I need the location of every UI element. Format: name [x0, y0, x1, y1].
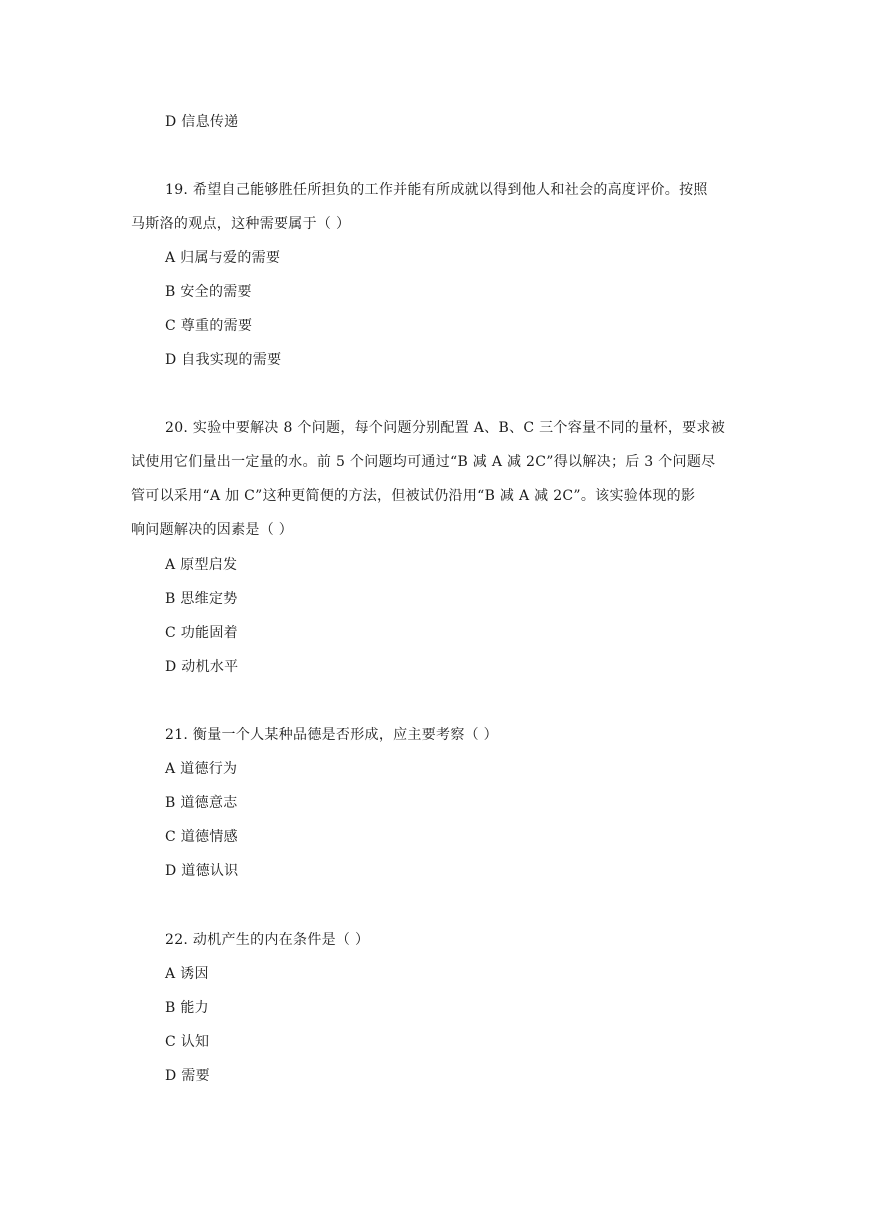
question-19-option-d: D 自我实现的需要 — [165, 352, 282, 368]
prev-option-d: D 信息传递 — [165, 114, 239, 130]
question-19-option-a: A 归属与爱的需要 — [165, 250, 281, 266]
question-21-option-d: D 道德认识 — [165, 863, 239, 879]
question-20-option-d: D 动机水平 — [165, 659, 239, 675]
question-22-option-c: C 认知 — [165, 1034, 210, 1050]
question-19-option-c: C 尊重的需要 — [165, 318, 253, 334]
question-22-option-d: D 需要 — [165, 1068, 210, 1084]
question-21-option-c: C 道德情感 — [165, 829, 238, 845]
question-21-text-line-1: 21. 衡量一个人某种品德是否形成，应主要考察（ ） — [165, 727, 498, 743]
question-20-text-line-4: 响问题解决的因素是（ ） — [131, 522, 294, 538]
question-20-option-b: B 思维定势 — [165, 591, 238, 607]
question-19-option-b: B 安全的需要 — [165, 284, 252, 300]
question-21-option-a: A 道德行为 — [165, 761, 238, 777]
question-20-option-c: C 功能固着 — [165, 625, 238, 641]
question-19-text-line-1: 19. 希望自己能够胜任所担负的工作并能有所成就以得到他人和社会的高度评价。按照 — [165, 182, 708, 198]
question-22-option-a: A 诱因 — [165, 966, 209, 982]
question-21-option-b: B 道德意志 — [165, 795, 238, 811]
question-22-text-line-1: 22. 动机产生的内在条件是（ ） — [165, 932, 370, 948]
question-19-text-line-2: 马斯洛的观点，这种需要属于（ ） — [131, 216, 351, 232]
question-22-option-b: B 能力 — [165, 1000, 209, 1016]
question-20-text-line-2: 试使用它们量出一定量的水。前 5 个问题均可通过“B 减 A 减 2C”得以解决；后 3 个问题尽 — [131, 454, 716, 470]
question-20-option-a: A 原型启发 — [165, 557, 238, 573]
question-20-text-line-3: 管可以采用“A 加 C”这种更简便的方法，但被试仍沿用“B 减 A 减 2C”。该实验体现的影 — [131, 488, 696, 504]
question-20-text-line-1: 20. 实验中要解决 8 个问题，每个问题分别配置 A、B、C 三个容量不同的量杯，要求被 — [165, 420, 726, 436]
